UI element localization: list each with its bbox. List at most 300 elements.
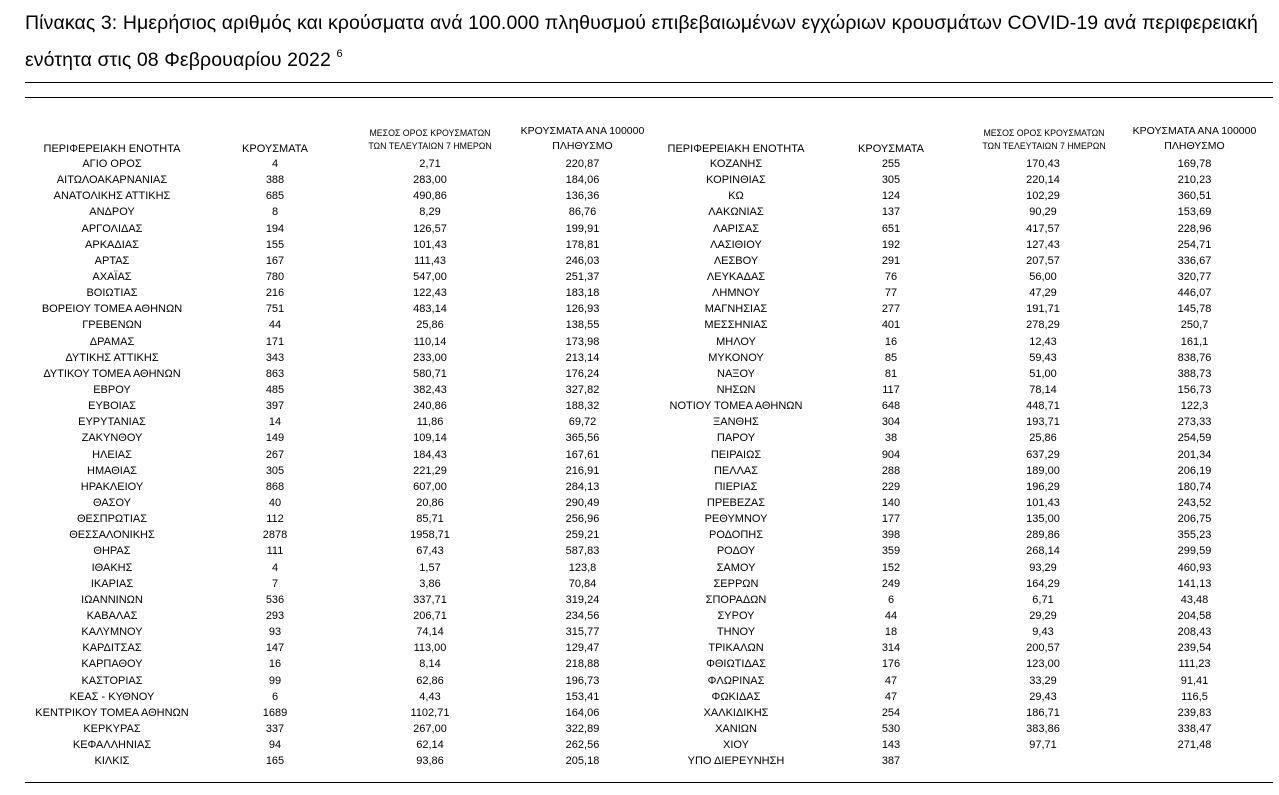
- left-unit-cell: ΚΑΒΑΛΑΣ: [86, 609, 138, 622]
- right-avg7-cell: 135,00: [1026, 513, 1060, 526]
- right-avg7-cell: 25,86: [1029, 432, 1057, 445]
- table-row: [0, 543, 1279, 559]
- table-row: [0, 640, 1279, 656]
- right-per100k-cell: 210,23: [1177, 174, 1212, 187]
- right-cases-cell: 152: [881, 561, 901, 574]
- left-per100k-cell: 173,98: [565, 335, 600, 348]
- left-unit-cell: ΚΕΦΑΛΛΗΝΙΑΣ: [72, 739, 152, 752]
- left-unit-cell: ΑΙΤΩΛΟΑΚΑΡΝΑΝΙΑΣ: [56, 174, 168, 187]
- right-cases-cell: 47: [884, 674, 898, 687]
- right-avg7-cell: 101,43: [1026, 496, 1060, 509]
- left-avg7-cell: 607,00: [413, 480, 447, 493]
- left-unit-cell: ΑΓΙΟ ΟΡΟΣ: [82, 158, 142, 170]
- right-per100k-cell: 446,07: [1177, 287, 1212, 300]
- right-unit-cell: ΠΕΛΛΑΣ: [713, 464, 759, 477]
- right-avg7-cell: 47,29: [1029, 287, 1057, 300]
- right-unit-cell: ΡΕΘΥΜΝΟΥ: [704, 513, 768, 526]
- right-avg7-cell: 9,43: [1032, 626, 1054, 639]
- left-avg7-cell: 580,71: [413, 367, 447, 380]
- left-cases-cell: 8: [271, 206, 279, 219]
- left-unit-cell: ΖΑΚΥΝΘΟΥ: [81, 432, 143, 445]
- right-unit-cell: ΦΛΩΡΙΝΑΣ: [707, 674, 765, 687]
- left-cases-cell: 305: [265, 464, 285, 477]
- left-cases-cell: 7: [271, 577, 279, 590]
- right-avg7-cell: 417,57: [1026, 222, 1060, 235]
- right-cases-cell: 18: [884, 626, 898, 639]
- table-row: [0, 269, 1279, 285]
- right-per100k-cell: 43,48: [1180, 593, 1209, 606]
- left-avg7-cell: 206,71: [413, 609, 447, 622]
- right-avg7-cell: 29,29: [1029, 609, 1057, 622]
- table-row: [0, 721, 1279, 737]
- right-unit-cell: ΝΗΣΩΝ: [716, 383, 756, 396]
- right-unit-cell: ΣΥΡΟΥ: [717, 609, 755, 622]
- left-per100k-cell: 178,81: [565, 238, 600, 251]
- left-unit-cell: ΚΑΛΥΜΝΟΥ: [81, 626, 143, 639]
- right-unit-cell: ΜΕΣΣΗΝΙΑΣ: [704, 319, 768, 332]
- right-avg7-cell: 78,14: [1029, 383, 1057, 396]
- table-row: [0, 447, 1279, 463]
- left-avg7-cell: 4,43: [419, 690, 441, 703]
- left-unit-cell: ΙΚΑΡΙΑΣ: [90, 577, 134, 590]
- left-avg7-cell: 8,29: [419, 206, 441, 219]
- right-avg7-cell: 383,86: [1026, 722, 1060, 735]
- right-cases-cell: 229: [881, 480, 901, 493]
- table-row: [0, 188, 1279, 204]
- left-per100k-cell: 251,37: [565, 270, 600, 283]
- right-cases-cell: 143: [881, 739, 901, 752]
- left-per100k-cell: 123,8: [568, 561, 597, 574]
- table-row: [0, 414, 1279, 430]
- right-per100k-cell: 239,83: [1177, 706, 1212, 719]
- right-per100k-cell: 360,51: [1177, 190, 1212, 203]
- left-per100k-cell: 216,91: [565, 464, 600, 477]
- right-per100k-cell: 208,43: [1177, 626, 1212, 639]
- table-row: [0, 560, 1279, 576]
- left-cases-cell: 94: [268, 739, 282, 752]
- right-cases-cell: 648: [881, 400, 901, 413]
- left-avg7-cell: 490,86: [413, 190, 447, 203]
- table-row: [0, 398, 1279, 414]
- right-per100k-cell: 250,7: [1180, 319, 1209, 332]
- left-avg7-cell: 11,86: [416, 416, 444, 429]
- right-cases-cell: 76: [884, 270, 898, 283]
- left-per100k-cell: 184,06: [565, 174, 600, 187]
- left-per100k-cell: 246,03: [565, 254, 600, 267]
- table-row: [0, 204, 1279, 220]
- right-unit-cell: ΛΑΚΩΝΙΑΣ: [708, 206, 764, 219]
- table-row: [0, 301, 1279, 317]
- right-unit-cell: ΧΑΝΙΩΝ: [715, 722, 757, 735]
- left-avg7-cell: 109,14: [413, 432, 447, 445]
- left-avg7-cell: 67,43: [416, 545, 444, 558]
- table-row: [0, 689, 1279, 705]
- left-cases-cell: 149: [265, 432, 285, 445]
- table-row: [0, 737, 1279, 753]
- table-row: [0, 382, 1279, 398]
- right-per100k-cell: 254,71: [1177, 238, 1212, 251]
- left-avg7-cell: 111,43: [413, 254, 446, 267]
- left-unit-cell: ΑΝΔΡΟΥ: [89, 206, 135, 219]
- left-cases-cell: 337: [265, 722, 285, 735]
- right-avg7-cell: 127,43: [1026, 238, 1060, 251]
- left-unit-cell: ΙΩΑΝΝΙΝΩΝ: [81, 593, 143, 606]
- right-cases-cell: 117: [882, 383, 900, 396]
- left-cases-cell: 93: [268, 626, 282, 639]
- left-cases-cell: 14: [268, 416, 282, 429]
- table-row: [0, 576, 1279, 592]
- left-unit-cell: ΑΡΤΑΣ: [94, 254, 130, 267]
- table-row: [0, 511, 1279, 527]
- right-unit-cell: ΤΡΙΚΑΛΩΝ: [708, 642, 764, 655]
- table-row: [0, 527, 1279, 543]
- left-unit-cell: ΘΕΣΣΑΛΟΝΙΚΗΣ: [69, 529, 155, 542]
- left-avg7-cell: 382,43: [413, 383, 447, 396]
- header-avg-left-line2: ΤΩΝ ΤΕΛΕΥΤΑΙΩΝ 7 ΗΜΕΡΩΝ: [368, 141, 492, 151]
- left-per100k-cell: 129,47: [565, 642, 600, 655]
- left-unit-cell: ΔΥΤΙΚΗΣ ΑΤΤΙΚΗΣ: [65, 351, 159, 364]
- left-unit-cell: ΒΟΙΩΤΙΑΣ: [86, 287, 138, 300]
- right-avg7-cell: 193,71: [1026, 416, 1060, 429]
- right-cases-cell: 137: [881, 206, 901, 219]
- left-unit-cell: ΘΗΡΑΣ: [93, 545, 131, 558]
- left-per100k-cell: 126,93: [565, 303, 600, 316]
- left-avg7-cell: 25,86: [416, 319, 444, 332]
- table-row: [0, 705, 1279, 721]
- left-avg7-cell: 113,00: [413, 642, 447, 655]
- left-avg7-cell: 110,14: [413, 335, 447, 348]
- right-unit-cell: ΣΠΟΡΑΔΩΝ: [705, 593, 767, 606]
- left-per100k-cell: 70,84: [568, 577, 597, 590]
- right-avg7-cell: 170,43: [1026, 158, 1060, 170]
- right-per100k-cell: 355,23: [1177, 529, 1212, 542]
- left-avg7-cell: 1,57: [419, 561, 441, 574]
- right-unit-cell: ΠΕΙΡΑΙΩΣ: [710, 448, 762, 461]
- left-unit-cell: ΔΡΑΜΑΣ: [89, 335, 135, 348]
- right-per100k-cell: 91,41: [1180, 674, 1209, 687]
- left-unit-cell: ΑΝΑΤΟΛΙΚΗΣ ΑΤΤΙΚΗΣ: [53, 190, 171, 203]
- header-avg-right-line2: ΤΩΝ ΤΕΛΕΥΤΑΙΩΝ 7 ΗΜΕΡΩΝ: [982, 141, 1106, 151]
- left-per100k-cell: 587,83: [565, 545, 600, 558]
- right-cases-cell: 85: [884, 351, 898, 364]
- left-per100k-cell: 319,24: [565, 593, 600, 606]
- table-row: [0, 172, 1279, 188]
- left-cases-cell: 40: [268, 496, 282, 509]
- right-per100k-cell: 180,74: [1177, 480, 1212, 493]
- left-cases-cell: 6: [271, 690, 279, 703]
- right-cases-cell: 305: [881, 174, 901, 187]
- left-unit-cell: ΚΕΡΚΥΡΑΣ: [83, 722, 141, 735]
- right-unit-cell: ΧΙΟΥ: [723, 739, 749, 752]
- left-per100k-cell: 167,61: [565, 448, 600, 461]
- left-per100k-cell: 322,89: [565, 722, 600, 735]
- right-cases-cell: 6: [887, 593, 895, 606]
- header-avg-right-line1: ΜΕΣΟΣ ΟΡΟΣ ΚΡΟΥΣΜΑΤΩΝ: [983, 128, 1105, 138]
- left-avg7-cell: 20,86: [416, 496, 444, 509]
- left-cases-cell: 16: [268, 658, 282, 671]
- left-avg7-cell: 184,43: [413, 448, 447, 461]
- header-per100k-left-line1: ΚΡΟΥΣΜΑΤΑ ΑΝΑ 100000: [520, 125, 645, 137]
- table-row: [0, 221, 1279, 237]
- left-cases-cell: 868: [265, 480, 285, 493]
- left-avg7-cell: 267,00: [413, 722, 447, 735]
- header-unit-left: ΠΕΡΙΦΕΡΕΙΑΚΗ ΕΝΟΤΗΤΑ: [43, 143, 181, 155]
- left-cases-cell: 343: [265, 351, 285, 364]
- table-row: [0, 317, 1279, 333]
- right-avg7-cell: 6,71: [1032, 593, 1054, 606]
- right-per100k-cell: 145,78: [1177, 303, 1212, 316]
- left-cases-cell: 751: [265, 303, 285, 316]
- right-avg7-cell: 189,00: [1026, 464, 1060, 477]
- right-unit-cell: ΚΟΡΙΝΘΙΑΣ: [706, 174, 766, 187]
- left-avg7-cell: 85,71: [416, 513, 444, 526]
- right-unit-cell: ΦΩΚΙΔΑΣ: [711, 690, 761, 703]
- left-avg7-cell: 101,43: [413, 238, 447, 251]
- left-per100k-cell: 365,56: [565, 432, 600, 445]
- left-cases-cell: 4: [271, 158, 279, 170]
- left-avg7-cell: 126,57: [413, 222, 447, 235]
- table-row: [0, 592, 1279, 608]
- left-unit-cell: ΚΑΡΔΙΤΣΑΣ: [82, 642, 142, 655]
- right-cases-cell: 255: [881, 158, 901, 170]
- left-avg7-cell: 74,14: [416, 626, 444, 639]
- left-unit-cell: ΚΙΛΚΙΣ: [94, 755, 130, 768]
- header-per100k-right-line2: ΠΛΗΘΥΣΜΟ: [1164, 140, 1225, 152]
- left-avg7-cell: 283,00: [413, 174, 447, 187]
- right-per100k-cell: 206,19: [1177, 464, 1212, 477]
- left-unit-cell: ΚΕΑΣ - ΚΥΘΝΟΥ: [69, 690, 155, 703]
- right-per100k-cell: 388,73: [1177, 367, 1212, 380]
- left-per100k-cell: 259,21: [565, 529, 600, 542]
- left-cases-cell: 685: [265, 190, 285, 203]
- header-per100k-left-line2: ΠΛΗΘΥΣΜΟ: [552, 140, 613, 152]
- footnote-marker: 6: [336, 48, 343, 60]
- right-avg7-cell: 59,43: [1029, 351, 1057, 364]
- table-title-text: Πίνακας 3: Ημερήσιος αριθμός και κρούσματα ανά 100.000 πληθυσμού επιβεβαιωμένων εγχώριων κρουσμάτων COVID-19 ανά περιφερειακή ενότητα στις 08 Φεβρουαρίου 2022: [25, 12, 1258, 71]
- left-avg7-cell: 547,00: [413, 270, 447, 283]
- right-unit-cell: ΛΑΡΙΣΑΣ: [712, 222, 759, 235]
- right-unit-cell: ΧΑΛΚΙΔΙΚΗΣ: [703, 706, 769, 719]
- left-avg7-cell: 8,14: [419, 658, 441, 671]
- left-cases-cell: 2878: [262, 529, 288, 542]
- top-rule: [25, 82, 1273, 83]
- right-cases-cell: 47: [884, 690, 898, 703]
- table-row: [0, 463, 1279, 479]
- right-avg7-cell: 289,86: [1026, 529, 1060, 542]
- right-cases-cell: 192: [881, 238, 901, 251]
- left-unit-cell: ΘΕΣΠΡΩΤΙΑΣ: [76, 513, 148, 526]
- right-cases-cell: 177: [881, 513, 901, 526]
- table-row: [0, 673, 1279, 689]
- left-per100k-cell: 315,77: [565, 626, 600, 639]
- right-avg7-cell: 207,57: [1026, 254, 1060, 267]
- data-table-body: [0, 156, 1279, 769]
- left-avg7-cell: 122,43: [413, 287, 447, 300]
- table-row: [0, 430, 1279, 446]
- left-unit-cell: ΚΕΝΤΡΙΚΟΥ ΤΟΜΕΑ ΑΘΗΝΩΝ: [35, 706, 189, 719]
- right-cases-cell: 288: [881, 464, 901, 477]
- right-cases-cell: 314: [881, 642, 901, 655]
- right-cases-cell: 359: [881, 545, 901, 558]
- left-unit-cell: ΙΘΑΚΗΣ: [91, 561, 133, 574]
- left-per100k-cell: 262,56: [565, 739, 600, 752]
- table-row: [0, 479, 1279, 495]
- left-per100k-cell: 196,73: [565, 674, 600, 687]
- right-cases-cell: 140: [881, 496, 901, 509]
- right-unit-cell: ΜΗΛΟΥ: [716, 335, 756, 348]
- table-row: [0, 608, 1279, 624]
- table-row: [0, 334, 1279, 350]
- right-avg7-cell: 90,29: [1029, 206, 1057, 219]
- right-per100k-cell: 273,33: [1177, 416, 1212, 429]
- left-cases-cell: 388: [265, 174, 285, 187]
- right-avg7-cell: 29,43: [1029, 690, 1057, 703]
- right-unit-cell: ΥΠΟ ΔΙΕΡΕΥΝΗΣΗ: [687, 755, 785, 768]
- right-cases-cell: 254: [881, 706, 901, 719]
- right-unit-cell: ΤΗΝΟΥ: [716, 626, 756, 639]
- right-cases-cell: 401: [881, 319, 901, 332]
- right-avg7-cell: 220,14: [1026, 174, 1060, 187]
- right-avg7-cell: 200,57: [1026, 642, 1060, 655]
- right-unit-cell: ΝΑΞΟΥ: [717, 367, 755, 380]
- right-per100k-cell: 320,77: [1177, 270, 1212, 283]
- left-per100k-cell: 69,72: [568, 416, 597, 429]
- right-avg7-cell: 448,71: [1026, 400, 1060, 413]
- right-per100k-cell: 141,13: [1177, 577, 1212, 590]
- left-per100k-cell: 136,36: [565, 190, 600, 203]
- left-unit-cell: ΒΟΡΕΙΟΥ ΤΟΜΕΑ ΑΘΗΝΩΝ: [41, 303, 183, 316]
- right-avg7-cell: 123,00: [1026, 658, 1060, 671]
- left-cases-cell: 165: [265, 755, 285, 768]
- left-cases-cell: 167: [265, 254, 285, 267]
- right-avg7-cell: 196,29: [1026, 480, 1060, 493]
- left-per100k-cell: 213,14: [565, 351, 600, 364]
- left-cases-cell: 536: [265, 593, 285, 606]
- left-per100k-cell: 205,18: [565, 755, 600, 768]
- header-unit-right: ΠΕΡΙΦΕΡΕΙΑΚΗ ΕΝΟΤΗΤΑ: [667, 143, 805, 155]
- left-cases-cell: 4: [271, 561, 279, 574]
- right-cases-cell: 904: [881, 448, 901, 461]
- left-per100k-cell: 218,88: [565, 658, 600, 671]
- right-per100k-cell: 338,47: [1177, 722, 1212, 735]
- left-cases-cell: 99: [268, 674, 282, 687]
- right-cases-cell: 291: [881, 254, 901, 267]
- right-per100k-cell: 271,48: [1177, 739, 1212, 752]
- table-row: [0, 285, 1279, 301]
- right-per100k-cell: 239,54: [1177, 642, 1212, 655]
- left-per100k-cell: 138,55: [565, 319, 600, 332]
- header-per100k-right-line1: ΚΡΟΥΣΜΑΤΑ ΑΝΑ 100000: [1132, 125, 1257, 137]
- right-unit-cell: ΡΟΔΟΠΗΣ: [708, 529, 764, 542]
- right-per100k-cell: 243,52: [1177, 496, 1212, 509]
- right-per100k-cell: 204,58: [1177, 609, 1212, 622]
- right-avg7-cell: 93,29: [1029, 561, 1057, 574]
- left-per100k-cell: 290,49: [565, 496, 600, 509]
- left-per100k-cell: 176,24: [565, 367, 600, 380]
- right-cases-cell: 651: [881, 222, 901, 235]
- left-cases-cell: 216: [265, 287, 285, 300]
- right-unit-cell: ΛΗΜΝΟΥ: [712, 287, 760, 300]
- right-unit-cell: ΜΑΓΝΗΣΙΑΣ: [704, 303, 768, 316]
- left-avg7-cell: 93,86: [416, 755, 444, 768]
- right-cases-cell: 44: [884, 609, 898, 622]
- right-per100k-cell: 111,23: [1178, 658, 1211, 671]
- right-cases-cell: 304: [881, 416, 901, 429]
- right-per100k-cell: 838,76: [1177, 351, 1212, 364]
- right-unit-cell: ΛΕΥΚΑΔΑΣ: [706, 270, 766, 283]
- left-per100k-cell: 188,32: [565, 400, 600, 413]
- right-per100k-cell: 122,3: [1180, 400, 1209, 413]
- left-unit-cell: ΓΡΕΒΕΝΩΝ: [82, 319, 142, 332]
- table-row: [0, 253, 1279, 269]
- right-cases-cell: 81: [884, 367, 898, 380]
- table-row: [0, 156, 1279, 172]
- left-per100k-cell: 183,18: [565, 287, 600, 300]
- left-unit-cell: ΔΥΤΙΚΟΥ ΤΟΜΕΑ ΑΘΗΝΩΝ: [43, 367, 181, 380]
- left-cases-cell: 1689: [262, 706, 288, 719]
- left-cases-cell: 397: [265, 400, 285, 413]
- left-avg7-cell: 240,86: [413, 400, 447, 413]
- right-avg7-cell: 278,29: [1026, 319, 1060, 332]
- second-rule: [25, 97, 1273, 98]
- left-unit-cell: ΕΒΡΟΥ: [93, 383, 131, 396]
- right-avg7-cell: 164,29: [1026, 577, 1060, 590]
- left-cases-cell: 155: [265, 238, 285, 251]
- left-avg7-cell: 337,71: [413, 593, 447, 606]
- right-unit-cell: ΦΘΙΩΤΙΔΑΣ: [706, 658, 766, 671]
- right-avg7-cell: 33,29: [1029, 674, 1057, 687]
- right-avg7-cell: 102,29: [1026, 190, 1060, 203]
- left-avg7-cell: 1958,71: [410, 529, 450, 542]
- right-cases-cell: 249: [881, 577, 901, 590]
- left-per100k-cell: 153,41: [565, 690, 600, 703]
- right-per100k-cell: 116,5: [1181, 690, 1208, 703]
- table-row: [0, 495, 1279, 511]
- left-per100k-cell: 220,87: [565, 158, 600, 170]
- left-cases-cell: 485: [265, 383, 285, 396]
- left-per100k-cell: 86,76: [568, 206, 597, 219]
- left-unit-cell: ΑΧΑΪΑΣ: [92, 270, 132, 283]
- left-avg7-cell: 221,29: [413, 464, 447, 477]
- right-unit-cell: ΞΑΝΘΗΣ: [713, 416, 759, 429]
- right-avg7-cell: 51,00: [1029, 367, 1057, 380]
- right-unit-cell: ΛΑΣΙΘΙΟΥ: [710, 238, 762, 251]
- left-unit-cell: ΘΑΣΟΥ: [92, 496, 132, 509]
- right-unit-cell: ΣΕΡΡΩΝ: [713, 577, 759, 590]
- left-cases-cell: 147: [265, 642, 285, 655]
- left-unit-cell: ΑΡΚΑΔΙΑΣ: [85, 238, 139, 251]
- table-row: [0, 753, 1279, 769]
- left-avg7-cell: 233,00: [413, 351, 447, 364]
- right-cases-cell: 38: [884, 432, 898, 445]
- right-avg7-cell: 12,43: [1029, 335, 1057, 348]
- left-avg7-cell: 483,14: [413, 303, 447, 316]
- right-cases-cell: 398: [881, 529, 901, 542]
- right-unit-cell: ΚΩ: [728, 190, 744, 203]
- right-avg7-cell: 191,71: [1026, 303, 1060, 316]
- right-avg7-cell: 186,71: [1026, 706, 1060, 719]
- left-per100k-cell: 256,96: [565, 513, 600, 526]
- header-avg-left-line1: ΜΕΣΟΣ ΟΡΟΣ ΚΡΟΥΣΜΑΤΩΝ: [369, 128, 491, 138]
- table-row: [0, 366, 1279, 382]
- right-unit-cell: ΠΑΡΟΥ: [716, 432, 756, 445]
- right-cases-cell: 77: [884, 287, 898, 300]
- table-row: [0, 237, 1279, 253]
- left-cases-cell: 111: [266, 545, 284, 558]
- table-row: [0, 656, 1279, 672]
- right-per100k-cell: 201,34: [1177, 448, 1212, 461]
- left-per100k-cell: 199,91: [565, 222, 600, 235]
